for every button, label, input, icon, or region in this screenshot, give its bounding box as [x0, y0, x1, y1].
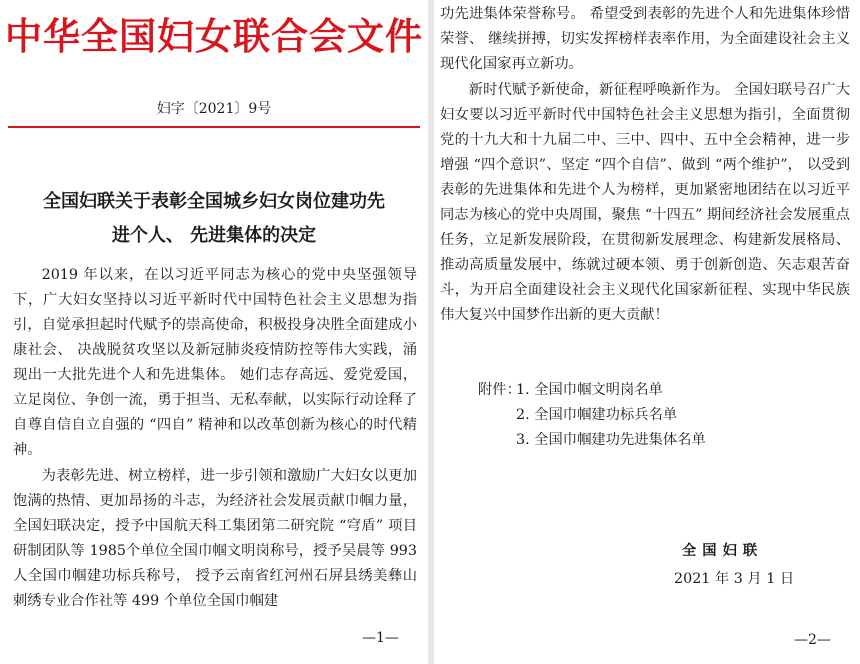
document-title-line-2: 进个人、 先进集体的决定: [111, 225, 317, 246]
document-title: [0, 185, 428, 253]
issue-date: 2021 年 3 月 1 日: [674, 571, 795, 587]
attachment-item: 2. 全国巾帼建功标兵名单: [516, 407, 678, 423]
paragraph-4: 新时代赋予新使命，新征程呼唤新作为。 全国妇联号召广大妇女要以习近平新时代中国特色社会主义思想为指引，全面贯彻党的十九大和十九届二中、三中、四中、五中全会精神，进一步增强 “四个意识”、坚定 “四个自信”、做到 “两个维护”， 以受到表彰的先进集体和先进个人为榜样，更加紧密地团结在以习近平同志为核心的党中央周围，聚焦 “十四五” 期间经济社会发展重点任务，立足新发展阶段，在贯彻新发展理念、构建新发展格局、推动高质量发展中，练就过硬本领、勇于创新创造、矢志艰苦奋斗，为开启全面建设社会主义现代化国家新征程、实现中华民族伟大复兴中国梦作出新的更大贡献！: [440, 82, 850, 323]
paragraph-2: 为表彰先进、树立榜样，进一步引领和激励广大妇女以更加饱满的热情、更加昂扬的斗志，为经济社会发展贡献巾帼力量，全国妇联决定，授予中国航天科工集团第二研究院 “穹盾” 项目研制团队等 1985个单位全国巾帼文明岗称号，授予吴晨等 993 人全国巾帼建功标兵称号， 授予云南省红河州石屏县绣美彝山刺绣专业合作社等 499 个单位全国巾帼建: [13, 468, 417, 609]
document-page-2: [434, 0, 860, 664]
attachments-label: 附件：: [478, 382, 521, 398]
paragraph-3: 功先进集体荣誉称号。 希望受到表彰的先进个人和先进集体珍惜荣誉、 继续拼搏，切实发挥榜样表率作用，为全面建设社会主义现代化国家再立新功。: [440, 6, 850, 72]
document-header-title: 中华全国妇女联合会文件: [5, 15, 423, 58]
attachments-list: [516, 378, 706, 453]
red-divider-line: [8, 126, 420, 128]
document-title-line-1: 全国妇联关于表彰全国城乡妇女岗位建功先: [43, 191, 385, 212]
attachment-item: 1. 全国巾帼文明岗名单: [516, 382, 663, 398]
page-number-2: —2—: [794, 632, 831, 648]
issuer-signature: 全国妇联: [682, 543, 764, 559]
page-number-1: —1—: [362, 630, 399, 646]
paragraph-1: 2019 年以来，在以习近平同志为核心的党中央坚强领导下，广大妇女坚持以习近平新时代中国特色社会主义思想为指引，自觉承担起时代赋予的崇高使命，积极投身决胜全面建成小康社会、 决战脱贫攻坚以及新冠肺炎疫情防控等伟大实践，涌现出一大批先进个人和先进集体。 她们志存高远、爱党爱国，立足岗位、争创一流，勇于担当、无私奉献，以实际行动诠释了自尊自信自立自强的 “四自” 精神和以改革创新为核心的时代精神。: [13, 267, 417, 458]
document-page-1: [0, 0, 428, 664]
document-number: 妇字〔2021〕9号: [156, 101, 272, 117]
attachment-item: 3. 全国巾帼建功先进集体名单: [516, 432, 706, 448]
